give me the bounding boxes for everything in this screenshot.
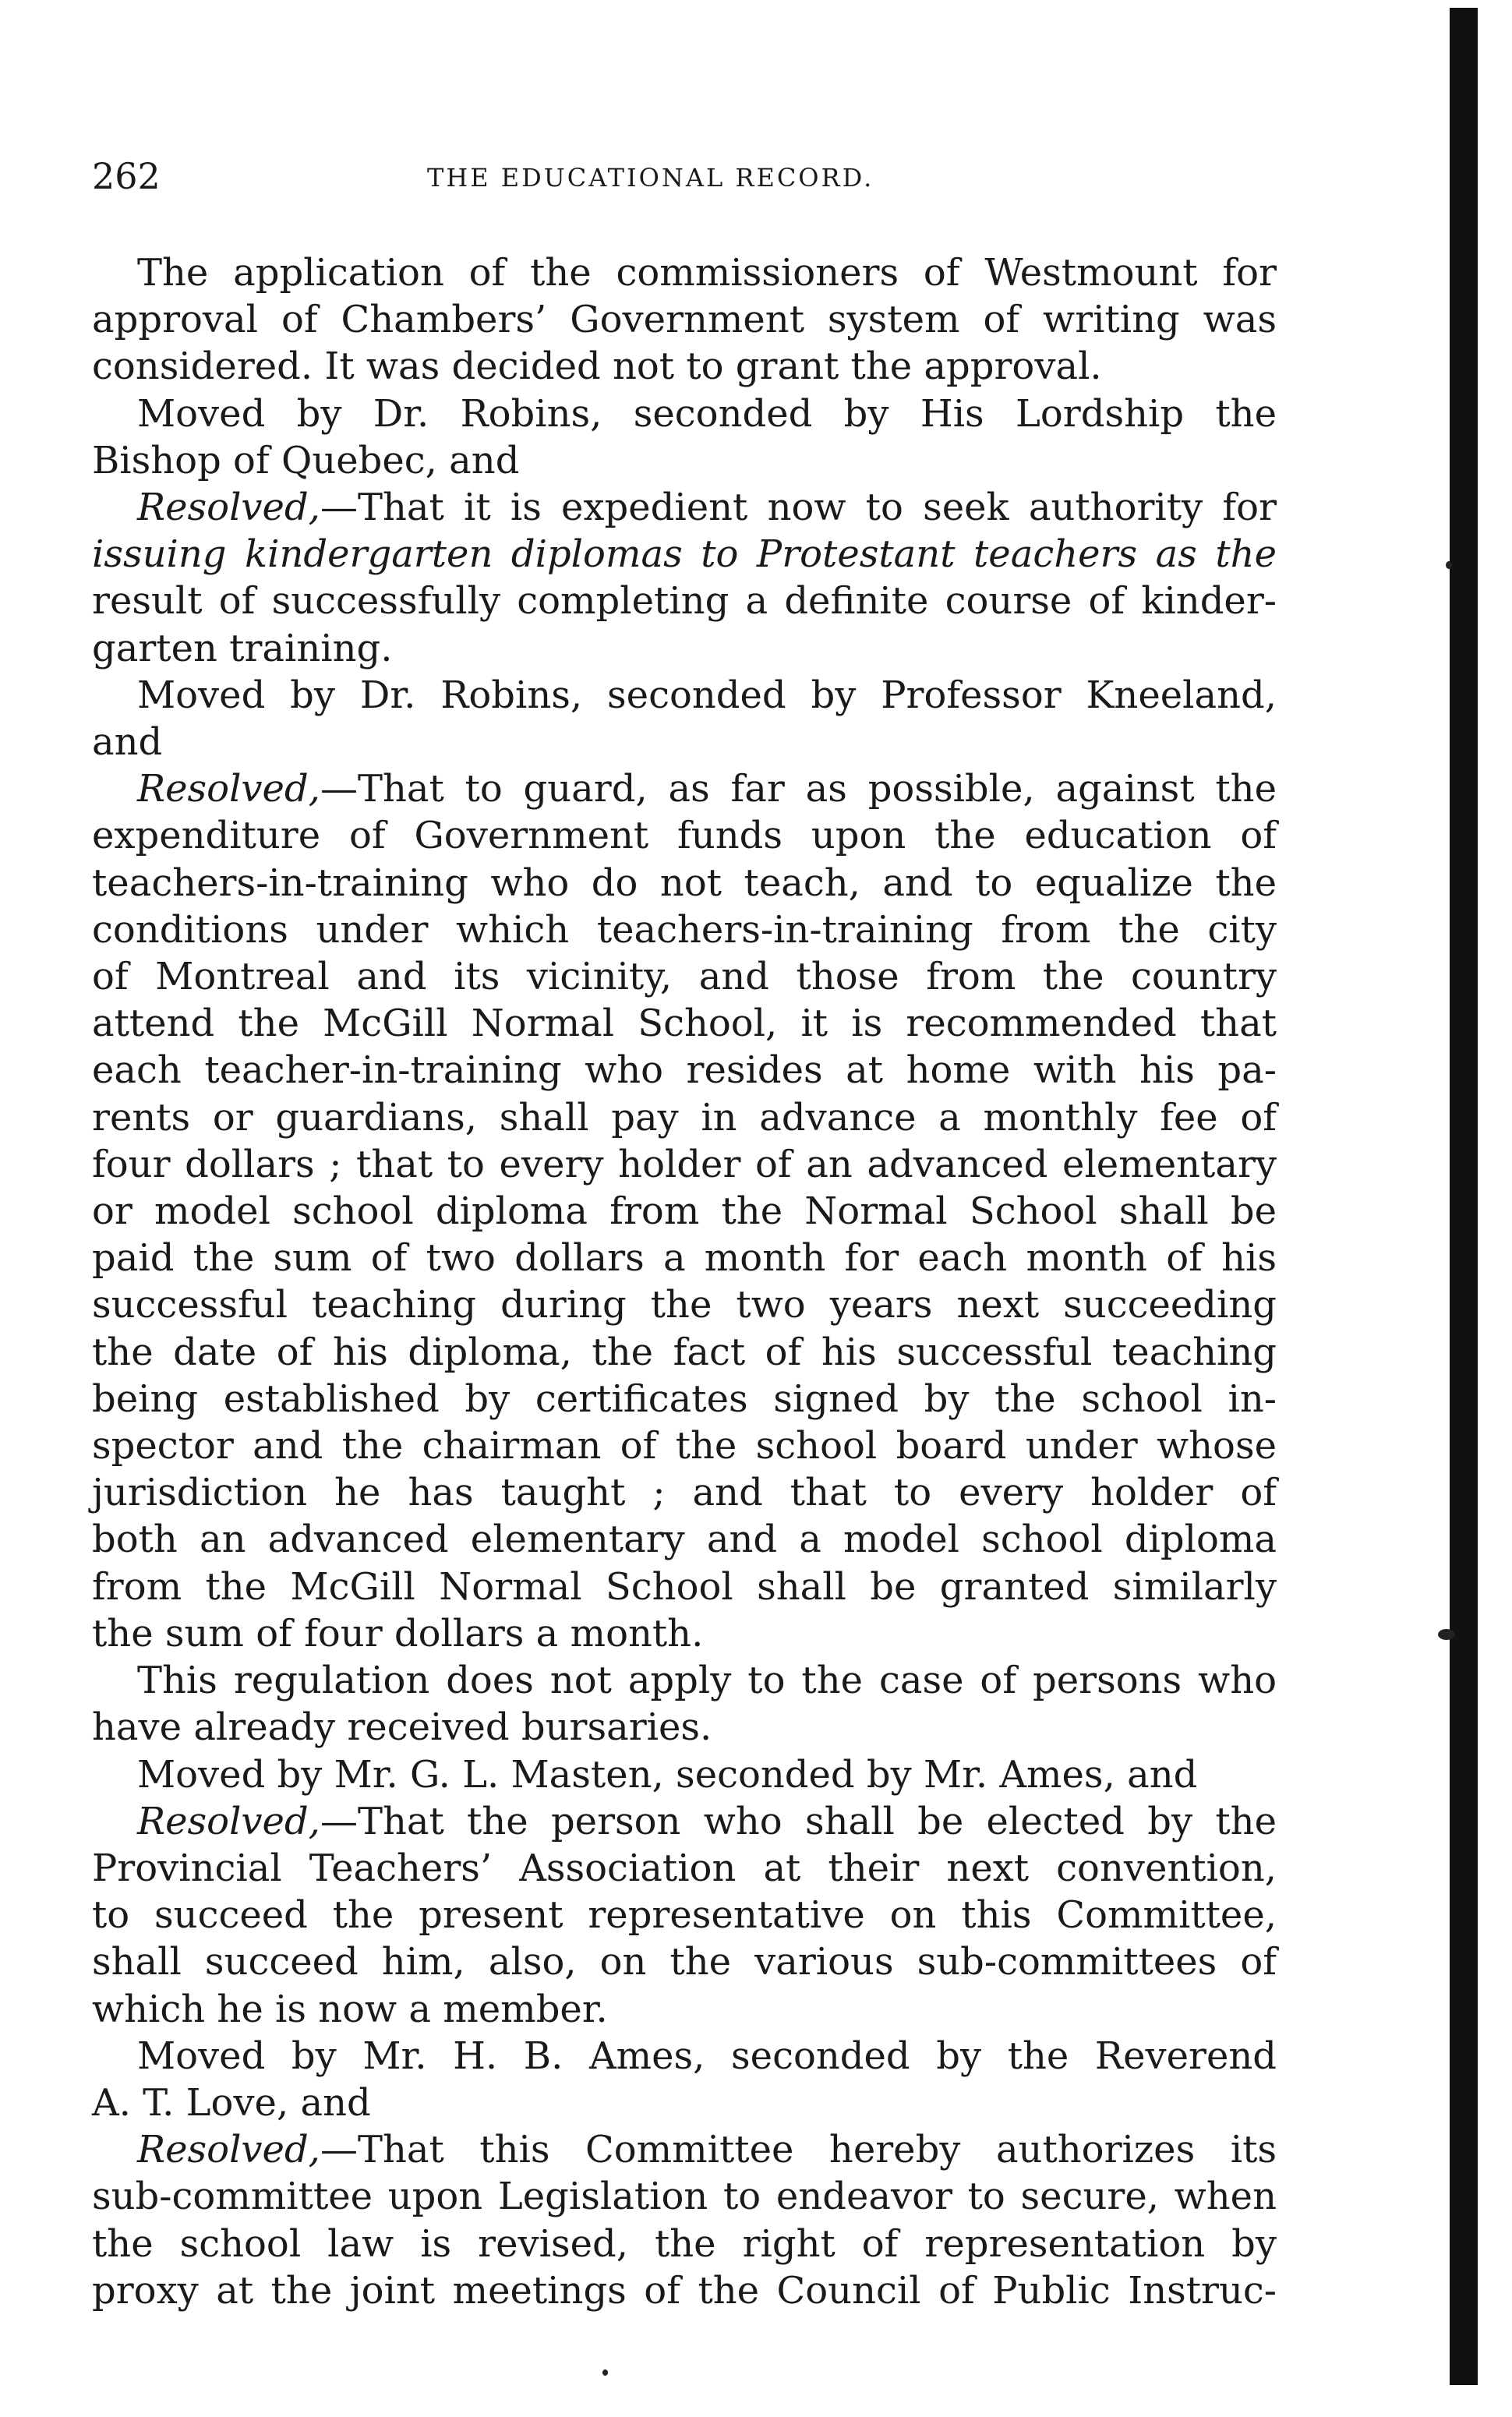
text-line: to succeed the present representative on this Committee, <box>92 1893 1277 1938</box>
text-line: proxy at the joint meetings of the Council of Public Instruc- <box>92 2268 1277 2313</box>
text-line: result of successfully completing a definite course of kinder- <box>92 579 1277 624</box>
paragraph <box>92 1751 1277 1798</box>
resolved-label: Resolved, <box>137 486 320 530</box>
text-line: considered. It was decided not to grant the approval. <box>92 345 1102 389</box>
text-line: or model school diploma from the Normal School shall be <box>92 1189 1277 1234</box>
text-line: the date of his diploma, the fact of his successful teaching <box>92 1330 1277 1374</box>
text-line: rents or guardians, shall pay in advance a monthly fee of <box>92 1095 1277 1140</box>
resolution-paragraph <box>92 1798 1277 2033</box>
text-line: sub-committee upon Legislation to endeavor to secure, when <box>92 2175 1277 2219</box>
text-line: Moved by Mr. G. L. Masten, seconded by Mr. Ames, and <box>137 1752 1198 1797</box>
text-line-content: —That the person who shall be elected by the <box>320 1799 1277 1843</box>
text-line: both an advanced elementary and a model school diploma <box>92 1518 1277 1562</box>
text-line: This regulation does not apply to the case of persons who <box>137 1659 1277 1703</box>
text-line: being established by certificates signed by the school in- <box>92 1376 1277 1421</box>
scan-speck <box>1438 1629 1455 1640</box>
text-line: spector and the chairman of the school board under whose <box>92 1424 1277 1468</box>
text-line: garten training. <box>92 626 393 670</box>
text-line: paid the sum of two dollars a month for each month of his <box>92 1236 1277 1281</box>
page-header <box>92 153 1277 200</box>
text-line: teachers-in-training who do not teach, and to equalize the <box>92 860 1277 905</box>
text-line: shall succeed him, also, on the various sub-committees of <box>92 1940 1277 1984</box>
resolved-label: Resolved, <box>137 2128 320 2172</box>
text-line: four dollars ; that to every holder of an advanced elementary <box>92 1142 1277 1186</box>
resolution-paragraph <box>92 2126 1277 2314</box>
text-line: The application of the commissioners of Westmount for <box>137 251 1277 295</box>
text-line: successful teaching during the two years next succeeding <box>92 1283 1277 1327</box>
resolved-label: Resolved, <box>137 767 320 811</box>
text-line: of Montreal and its vicinity, and those from the country <box>92 955 1277 999</box>
text-line: approval of Chambers’ Government system of writing was <box>92 298 1277 342</box>
running-head: THE EDUCATIONAL RECORD. <box>427 163 874 193</box>
text-line-content: —That it is expedient now to seek authority for <box>320 486 1277 530</box>
scan-speck <box>1446 561 1452 569</box>
resolved-label: Resolved, <box>137 1799 320 1843</box>
paragraph <box>92 249 1277 390</box>
text-line: attend the McGill Normal School, it is recommended that <box>92 1002 1277 1046</box>
text-line: each teacher-in-training who resides at home with his pa- <box>92 1048 1277 1093</box>
text-line <box>92 2126 1277 2173</box>
text-line: which he is now a member. <box>92 1987 608 2031</box>
text-line <box>92 1798 1277 1845</box>
text-line: A. T. Love, and <box>92 2080 371 2125</box>
text-line-content: —That to guard, as far as possible, against the <box>320 767 1277 811</box>
text-line: from the McGill Normal School shall be granted similarly <box>92 1564 1277 1609</box>
text-line: Bishop of Quebec, and <box>92 438 520 482</box>
paragraph <box>92 2033 1277 2126</box>
resolution-paragraph <box>92 765 1277 1657</box>
text-line: Moved by Dr. Robins, seconded by His Lordship the <box>137 391 1277 436</box>
text-line: and <box>92 720 163 765</box>
resolution-paragraph <box>92 484 1277 672</box>
text-line: expenditure of Government funds upon the education of <box>92 814 1277 858</box>
text-line: Moved by Mr. H. B. Ames, seconded by the Reverend <box>137 2034 1277 2078</box>
scan-speck <box>602 2369 608 2376</box>
paragraph <box>92 390 1277 484</box>
text-line <box>92 484 1277 531</box>
text-line: have already received bursaries. <box>92 1705 712 1750</box>
text-line: the school law is revised, the right of representation by <box>92 2221 1277 2266</box>
text-line-content: —That this Committee hereby authorizes its <box>320 2128 1277 2172</box>
text-line: jurisdiction he has taught ; and that to every holder of <box>92 1471 1277 1515</box>
text-line: conditions under which teachers-in-training from the city <box>92 907 1277 952</box>
text-line: the sum of four dollars a month. <box>92 1611 704 1656</box>
paragraph <box>92 1657 1277 1751</box>
body-text <box>92 249 1277 2314</box>
text-line <box>92 765 1277 812</box>
page-number: 262 <box>92 155 161 197</box>
text-line: Provincial Teachers’ Association at their next convention, <box>92 1846 1277 1890</box>
text-line: issuing kindergarten diplomas to Protestant teachers as the <box>92 532 1277 577</box>
page-edge-shadow <box>1450 8 1478 2385</box>
text-line: Moved by Dr. Robins, seconded by Professor Kneeland, <box>137 673 1277 717</box>
paragraph <box>92 672 1277 765</box>
